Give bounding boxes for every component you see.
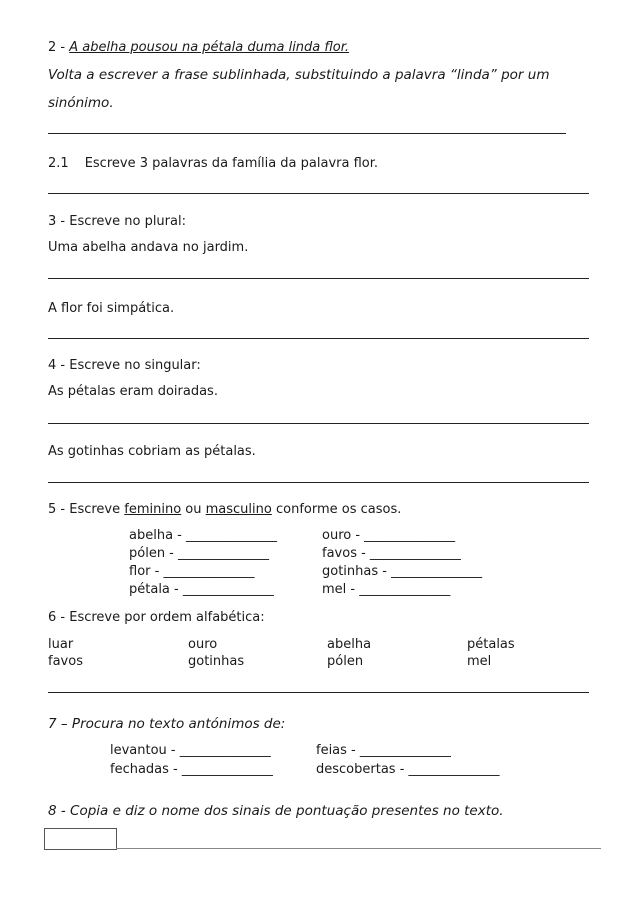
q6-word-r1-c3: abelha xyxy=(327,637,372,652)
q7-title: 7 – Procura no texto antónimos de: xyxy=(48,716,286,732)
q4-title: 4 - Escreve no singular: xyxy=(48,358,201,373)
q4-answer-line-1[interactable] xyxy=(48,423,589,424)
q8-title: 8 - Copia e diz o nome dos sinais de pontuação presentes no texto. xyxy=(48,803,504,819)
q7-item-right-1: feias - ______________ xyxy=(316,743,451,758)
q3-answer-line-1[interactable] xyxy=(48,278,589,279)
q5-title xyxy=(48,502,401,517)
q2-1-text: Escreve 3 palavras da família da palavra flor. xyxy=(84,156,379,171)
q2-heading xyxy=(48,40,349,55)
q5-item-right-3: gotinhas - ______________ xyxy=(322,564,483,579)
footer-rule xyxy=(116,848,601,849)
q2-instruction-line-1: Volta a escrever a frase sublinhada, substituindo a palavra “linda” por um xyxy=(48,67,550,83)
q5-item-right-4: mel - ______________ xyxy=(322,582,451,597)
q6-title: 6 - Escreve por ordem alfabética: xyxy=(48,610,265,625)
q5-prefix: 5 - Escreve xyxy=(48,502,125,517)
q2-number: 2 - xyxy=(48,40,70,55)
q5-ou: ou xyxy=(181,502,206,517)
q6-answer-line[interactable] xyxy=(48,692,589,693)
q6-word-r1-c1: luar xyxy=(48,637,74,652)
q6-word-r2-c3: pólen xyxy=(327,654,364,669)
q2-1-answer-line[interactable] xyxy=(48,193,589,194)
q5-item-left-3: flor - ______________ xyxy=(129,564,255,579)
q6-word-r1-c2: ouro xyxy=(188,637,218,652)
q3-answer-line-2[interactable] xyxy=(48,338,589,339)
q6-word-r2-c2: gotinhas xyxy=(188,654,245,669)
q3-sentence-2: A flor foi simpática. xyxy=(48,301,175,316)
q5-item-right-1: ouro - ______________ xyxy=(322,528,456,543)
q2-answer-line[interactable] xyxy=(48,133,566,134)
q5-feminino: feminino xyxy=(124,502,182,517)
q2-instruction-line-2: sinónimo. xyxy=(48,95,114,111)
q4-answer-line-2[interactable] xyxy=(48,482,589,483)
q5-masculino: masculino xyxy=(205,502,272,517)
q5-item-left-4: pétala - ______________ xyxy=(129,582,274,597)
q2-sentence: A abelha pousou na pétala duma linda flor. xyxy=(69,40,350,55)
q5-suffix: conforme os casos. xyxy=(271,502,402,517)
footer-box xyxy=(44,828,117,850)
q3-title: 3 - Escreve no plural: xyxy=(48,214,186,229)
q4-sentence-1: As pétalas eram doiradas. xyxy=(48,384,218,399)
q6-word-r2-c1: favos xyxy=(48,654,83,669)
q2-1-number: 2.1 xyxy=(48,156,69,171)
q7-item-left-2: fechadas - ______________ xyxy=(110,762,273,777)
q4-sentence-2: As gotinhas cobriam as pétalas. xyxy=(48,444,256,459)
q5-item-right-2: favos - ______________ xyxy=(322,546,461,561)
q5-item-left-1: abelha - ______________ xyxy=(129,528,277,543)
q2-1-heading xyxy=(48,156,378,171)
q6-word-r2-c4: mel xyxy=(467,654,492,669)
q3-sentence-1: Uma abelha andava no jardim. xyxy=(48,240,249,255)
q7-item-right-2: descobertas - ______________ xyxy=(316,762,500,777)
q7-item-left-1: levantou - ______________ xyxy=(110,743,271,758)
q5-item-left-2: pólen - ______________ xyxy=(129,546,270,561)
q6-word-r1-c4: pétalas xyxy=(467,637,515,652)
